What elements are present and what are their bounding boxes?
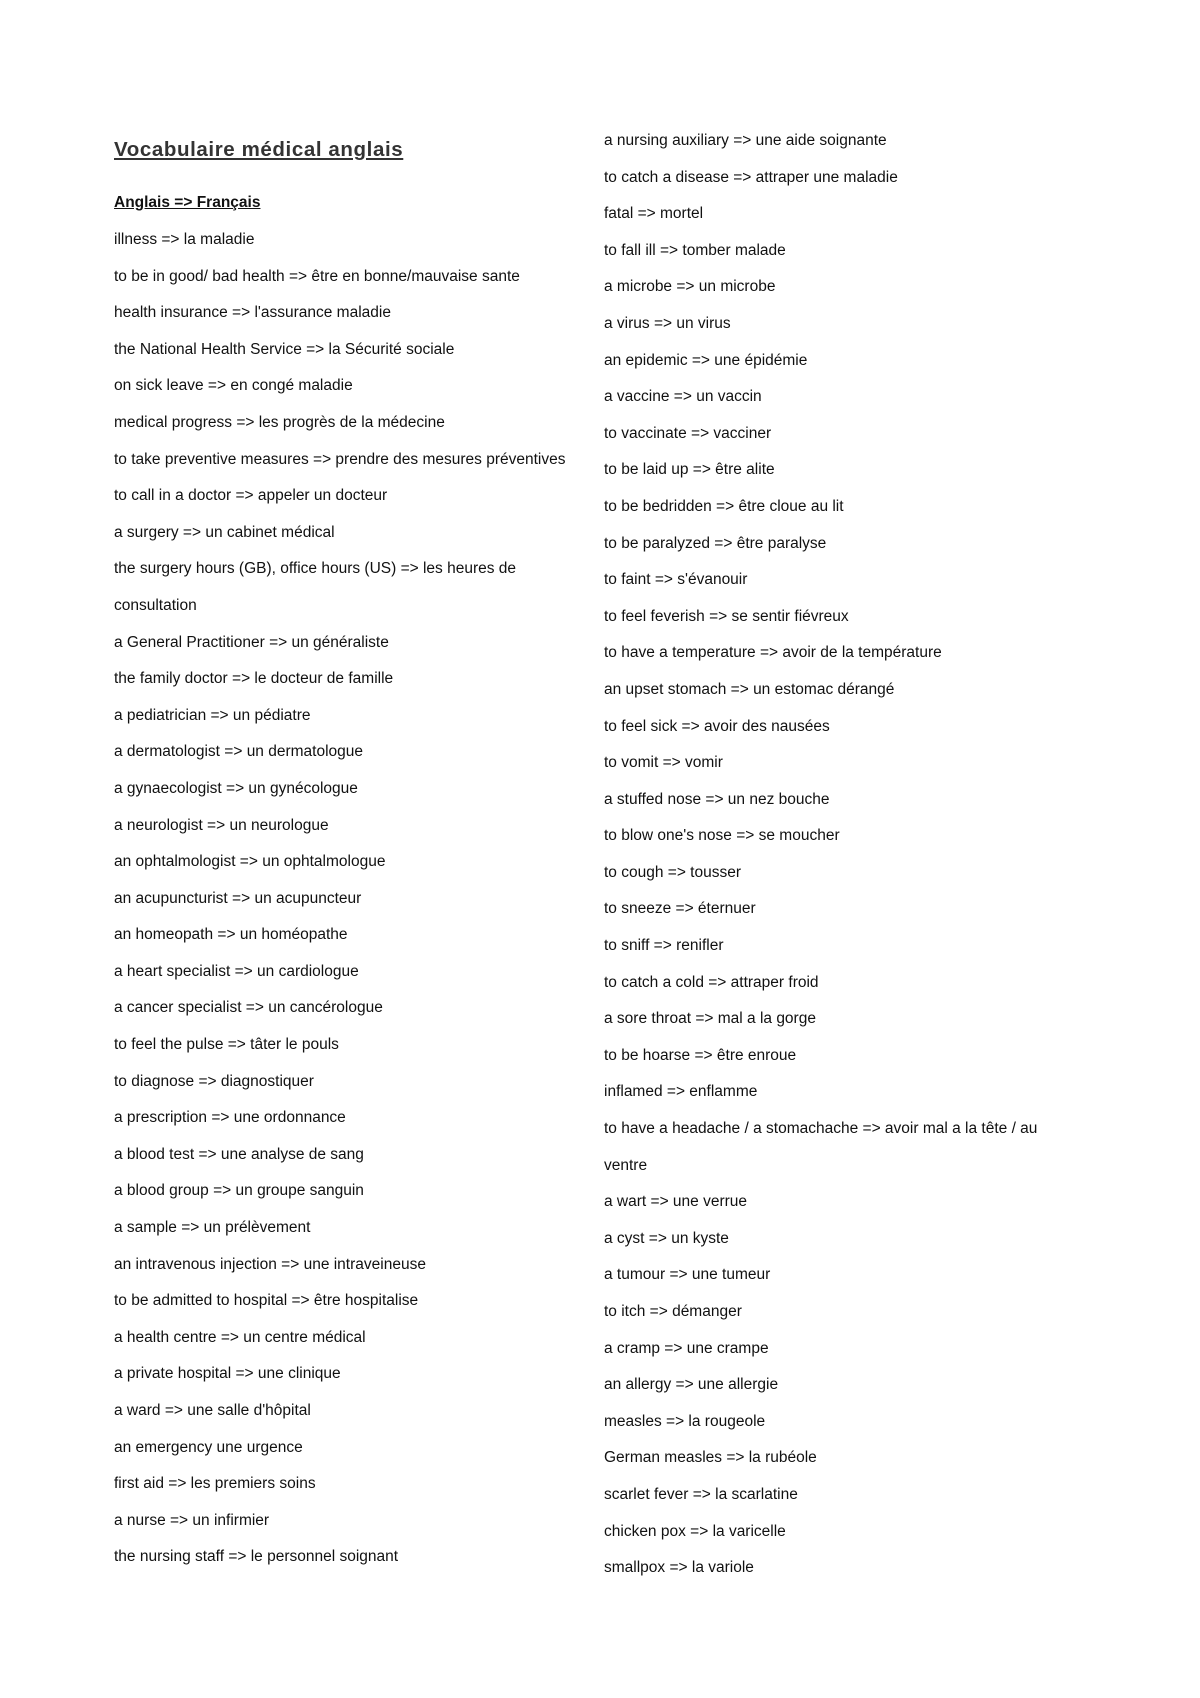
vocabulary-entry: ventre: [604, 1156, 648, 1174]
vocabulary-entry: a vaccine => un vaccin: [604, 388, 762, 406]
vocabulary-entry: a dermatologist => un dermatologue: [114, 743, 364, 761]
vocabulary-entry: first aid => les premiers soins: [114, 1475, 316, 1493]
vocabulary-entry: a cancer specialist => un cancérologue: [114, 999, 383, 1017]
vocabulary-entry: the family doctor => le docteur de famille: [114, 670, 394, 688]
vocabulary-entry: inflamed => enflamme: [604, 1083, 758, 1101]
vocabulary-entry: the surgery hours (GB), office hours (US) => les heures de: [114, 560, 517, 578]
vocabulary-entry: a gynaecologist => un gynécologue: [114, 779, 358, 797]
section-subheading: Anglais => Français: [114, 194, 261, 211]
vocabulary-entry: to be laid up => être alite: [604, 461, 775, 479]
vocabulary-entry: a blood test => une analyse de sang: [114, 1145, 364, 1163]
vocabulary-entry: a sore throat => mal a la gorge: [604, 1010, 816, 1028]
vocabulary-entry: a health centre => un centre médical: [114, 1328, 366, 1346]
vocabulary-entry: the National Health Service => la Sécurité sociale: [114, 340, 455, 358]
vocabulary-entry: an emergency une urgence: [114, 1438, 303, 1456]
vocabulary-entry: a private hospital => une clinique: [114, 1365, 341, 1383]
vocabulary-entry: fatal => mortel: [604, 205, 704, 223]
vocabulary-entry: to vaccinate => vacciner: [604, 424, 772, 442]
vocabulary-entry: an epidemic => une épidémie: [604, 351, 808, 369]
vocabulary-entry: consultation: [114, 596, 197, 614]
vocabulary-entry: the nursing staff => le personnel soignant: [114, 1548, 399, 1566]
vocabulary-entry: a virus => un virus: [604, 314, 731, 332]
vocabulary-entry: a pediatrician => un pédiatre: [114, 706, 311, 724]
vocabulary-entry: to feel the pulse => tâter le pouls: [114, 1036, 339, 1054]
vocabulary-entry: medical progress => les progrès de la médecine: [114, 413, 445, 431]
vocabulary-entry: a neurologist => un neurologue: [114, 816, 329, 834]
vocabulary-entry: a tumour => une tumeur: [604, 1266, 771, 1284]
vocabulary-entry: to feel feverish => se sentir fiévreux: [604, 607, 849, 625]
right-vocabulary-list: [604, 123, 1037, 1587]
vocabulary-entry: a surgery => un cabinet médical: [114, 523, 335, 541]
document-title: Vocabulaire médical anglais: [114, 138, 404, 161]
vocabulary-entry: to be hoarse => être enroue: [604, 1046, 797, 1064]
vocabulary-entry: to vomit => vomir: [604, 754, 723, 772]
vocabulary-entry: an upset stomach => un estomac dérangé: [604, 680, 895, 698]
vocabulary-entry: smallpox => la variole: [604, 1559, 754, 1577]
vocabulary-entry: an allergy => une allergie: [604, 1376, 779, 1394]
vocabulary-entry: a prescription => une ordonnance: [114, 1109, 346, 1127]
vocabulary-entry: to sniff => renifler: [604, 937, 724, 955]
vocabulary-entry: a cyst => un kyste: [604, 1229, 729, 1247]
vocabulary-entry: to have a headache / a stomachache => avoir mal a la tête / au: [604, 1120, 1038, 1138]
vocabulary-entry: an intravenous injection => une intraveineuse: [114, 1255, 426, 1273]
vocabulary-entry: to have a temperature => avoir de la température: [604, 644, 942, 662]
vocabulary-entry: a stuffed nose => un nez bouche: [604, 790, 830, 808]
vocabulary-entry: an ophtalmologist => un ophtalmologue: [114, 853, 386, 871]
vocabulary-entry: to blow one's nose => se moucher: [604, 827, 840, 845]
vocabulary-entry: to be paralyzed => être paralyse: [604, 534, 827, 552]
vocabulary-entry: to itch => démanger: [604, 1303, 742, 1320]
vocabulary-entry: a wart => une verrue: [604, 1193, 748, 1211]
vocabulary-entry: a nurse => un infirmier: [114, 1511, 270, 1529]
vocabulary-entry: to take preventive measures => prendre des mesures préventives: [114, 450, 566, 468]
vocabulary-entry: to be in good/ bad health => être en bonne/mauvaise sante: [114, 267, 520, 285]
vocabulary-entry: illness => la maladie: [114, 231, 255, 248]
vocabulary-entry: a nursing auxiliary => une aide soignante: [604, 132, 887, 149]
vocabulary-entry: to be bedridden => être cloue au lit: [604, 497, 844, 515]
vocabulary-entry: a blood group => un groupe sanguin: [114, 1182, 364, 1200]
vocabulary-entry: a cramp => une crampe: [604, 1339, 769, 1357]
vocabulary-entry: scarlet fever => la scarlatine: [604, 1485, 798, 1503]
vocabulary-entry: German measles => la rubéole: [604, 1449, 817, 1467]
vocabulary-entry: an homeopath => un homéopathe: [114, 926, 348, 944]
vocabulary-entry: health insurance => l'assurance maladie: [114, 304, 391, 322]
vocabulary-entry: to catch a disease => attraper une maladie: [604, 168, 898, 186]
left-vocabulary-list: [114, 222, 565, 1576]
vocabulary-entry: a General Practitioner => un généraliste: [114, 633, 389, 651]
vocabulary-entry: chicken pox => la varicelle: [604, 1522, 786, 1540]
vocabulary-entry: to feel sick => avoir des nausées: [604, 717, 830, 735]
vocabulary-entry: a heart specialist => un cardiologue: [114, 962, 359, 980]
vocabulary-entry: a microbe => un microbe: [604, 278, 776, 296]
vocabulary-entry: to fall ill => tomber malade: [604, 241, 786, 259]
vocabulary-entry: to be admitted to hospital => être hospitalise: [114, 1292, 419, 1310]
vocabulary-entry: a ward => une salle d'hôpital: [114, 1402, 311, 1419]
vocabulary-entry: measles => la rougeole: [604, 1412, 766, 1430]
vocabulary-entry: to call in a doctor => appeler un docteur: [114, 487, 388, 505]
vocabulary-entry: a sample => un prélèvement: [114, 1219, 311, 1237]
vocabulary-entry: on sick leave => en congé maladie: [114, 377, 353, 395]
vocabulary-entry: to diagnose => diagnostiquer: [114, 1072, 314, 1090]
vocabulary-entry: to faint => s'évanouir: [604, 571, 748, 589]
vocabulary-entry: an acupuncturist => un acupuncteur: [114, 889, 362, 907]
vocabulary-entry: to cough => tousser: [604, 863, 742, 881]
vocabulary-entry: to sneeze => éternuer: [604, 900, 756, 918]
vocabulary-entry: to catch a cold => attraper froid: [604, 973, 819, 991]
